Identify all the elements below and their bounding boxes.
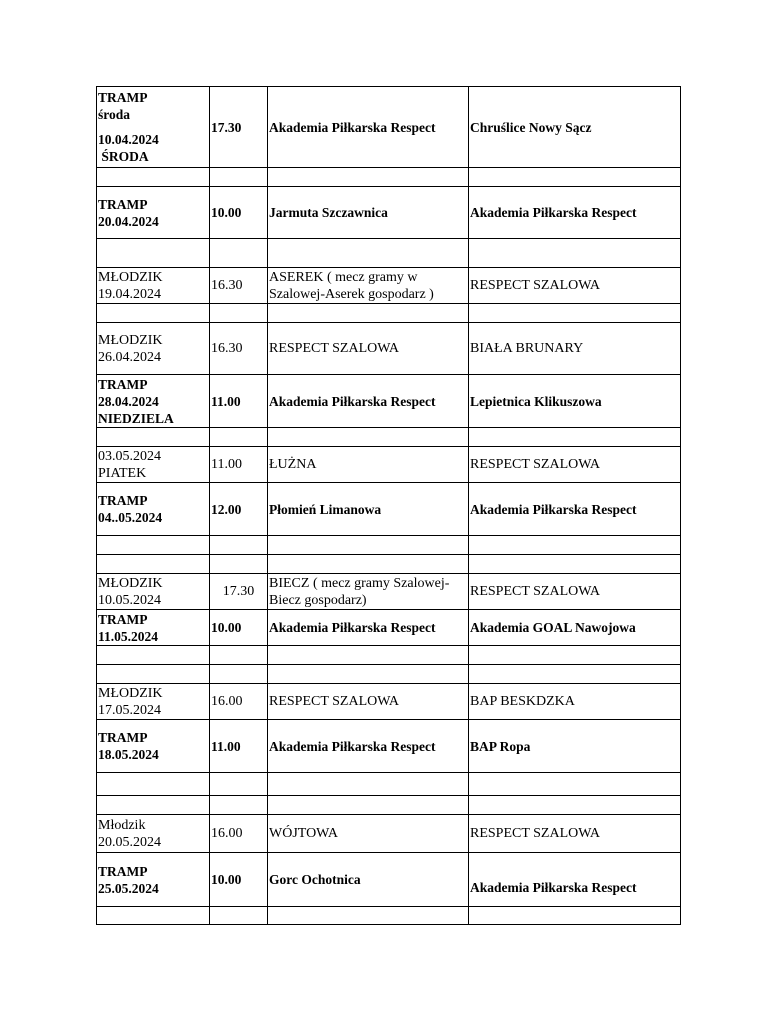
time-cell: 10.00 xyxy=(210,610,268,646)
match-row xyxy=(97,483,681,536)
category-label: TRAMP xyxy=(98,196,148,212)
category-date-cell xyxy=(97,323,210,375)
match-row xyxy=(97,187,681,239)
category-label: TRAMP xyxy=(98,730,148,745)
time-cell: 11.00 xyxy=(210,447,268,483)
time-cell: 16.30 xyxy=(210,323,268,375)
category-label: TRAMP xyxy=(98,493,148,508)
match-row xyxy=(97,574,681,610)
empty-row xyxy=(97,428,681,447)
match-row xyxy=(97,268,681,304)
category-label: MŁODZIK xyxy=(98,685,163,701)
match-row xyxy=(97,375,681,428)
away-team-cell: Akademia Piłkarska Respect xyxy=(469,853,681,907)
category-date-cell xyxy=(97,187,210,239)
time-cell: 11.00 xyxy=(210,720,268,773)
away-team-cell: Chruślice Nowy Sącz xyxy=(469,87,681,168)
weekday-label: PIATEK xyxy=(98,465,147,481)
category-label: TRAMP xyxy=(98,376,148,392)
empty-row xyxy=(97,646,681,665)
match-row xyxy=(97,853,681,907)
time-cell: 12.00 xyxy=(210,483,268,536)
date-label: 28.04.2024 xyxy=(98,393,159,409)
home-team-cell: RESPECT SZALOWA xyxy=(268,323,469,375)
time-cell: 17.30 xyxy=(210,574,268,610)
empty-row xyxy=(97,665,681,684)
home-team-cell: RESPECT SZALOWA xyxy=(268,684,469,720)
time-cell: 17.30 xyxy=(210,87,268,168)
date-label: 18.05.2024 xyxy=(98,747,159,762)
match-row xyxy=(97,447,681,483)
date-label: 26.04.2024 xyxy=(98,349,161,365)
category-date-cell xyxy=(97,87,210,168)
home-team-cell: ŁUŻNA xyxy=(268,447,469,483)
home-team-cell: Akademia Piłkarska Respect xyxy=(268,720,469,773)
category-label: MŁODZIK xyxy=(98,269,163,285)
date-label: 20.05.2024 xyxy=(98,834,161,850)
home-team-cell: Jarmuta Szczawnica xyxy=(268,187,469,239)
date-label: 10.04.2024 xyxy=(98,132,159,147)
time-cell: 16.00 xyxy=(210,684,268,720)
away-team-cell: Akademia Piłkarska Respect xyxy=(469,187,681,239)
time-cell: 16.30 xyxy=(210,268,268,304)
date-label: 10.05.2024 xyxy=(98,592,161,608)
away-team-cell: RESPECT SZALOWA xyxy=(469,574,681,610)
away-team-cell: Akademia GOAL Nawojowa xyxy=(469,610,681,646)
empty-row xyxy=(97,796,681,815)
home-team-cell: Gorc Ochotnica xyxy=(268,853,469,907)
category-label: TRAMP xyxy=(98,90,148,105)
category-date-cell xyxy=(97,447,210,483)
category-label: TRAMP xyxy=(98,611,148,627)
away-team-cell: BAP Ropa xyxy=(469,720,681,773)
away-team-cell: BAP BESKDZKA xyxy=(469,684,681,720)
date-label: 20.04.2024 xyxy=(98,213,159,229)
category-label: MŁODZIK xyxy=(98,332,163,348)
empty-row xyxy=(97,536,681,555)
match-row xyxy=(97,720,681,773)
home-team-cell: BIECZ ( mecz gramy Szalowej- Biecz gospodarz) xyxy=(268,574,469,610)
category-label: Młodzik xyxy=(98,817,146,833)
category-label: TRAMP xyxy=(98,863,148,879)
date-label: 03.05.2024 xyxy=(98,448,161,464)
date-label: 17.05.2024 xyxy=(98,702,161,718)
empty-row xyxy=(97,555,681,574)
time-cell: 10.00 xyxy=(210,187,268,239)
match-row xyxy=(97,610,681,646)
away-team-cell: Lepietnica Klikuszowa xyxy=(469,375,681,428)
away-team-cell: RESPECT SZALOWA xyxy=(469,268,681,304)
time-cell: 10.00 xyxy=(210,853,268,907)
empty-row xyxy=(97,304,681,323)
category-date-cell xyxy=(97,375,210,428)
date-label: 19.04.2024 xyxy=(98,286,161,302)
empty-row xyxy=(97,168,681,187)
category-date-cell xyxy=(97,574,210,610)
category-date-cell xyxy=(97,610,210,646)
weekday-label: środa xyxy=(98,107,131,122)
away-team-cell: RESPECT SZALOWA xyxy=(469,815,681,853)
home-team-cell: Akademia Piłkarska Respect xyxy=(268,87,469,168)
away-team-cell: Akademia Piłkarska Respect xyxy=(469,483,681,536)
category-date-cell xyxy=(97,720,210,773)
date-label: 04..05.2024 xyxy=(98,510,163,525)
away-team-cell: BIAŁA BRUNARY xyxy=(469,323,681,375)
category-label: MŁODZIK xyxy=(98,575,163,591)
empty-row xyxy=(97,907,681,925)
category-date-cell xyxy=(97,815,210,853)
weekday-label: ŚRODA xyxy=(98,149,149,164)
match-row xyxy=(97,815,681,853)
date-label: 25.05.2024 xyxy=(98,880,159,896)
category-date-cell xyxy=(97,853,210,907)
home-team-cell: ASEREK ( mecz gramy w Szalowej-Aserek gospodarz ) xyxy=(268,268,469,304)
time-cell: 11.00 xyxy=(210,375,268,428)
home-team-cell: Płomień Limanowa xyxy=(268,483,469,536)
away-team-cell: RESPECT SZALOWA xyxy=(469,447,681,483)
match-row xyxy=(97,87,681,168)
home-team-cell: Akademia Piłkarska Respect xyxy=(268,375,469,428)
time-cell: 16.00 xyxy=(210,815,268,853)
category-date-cell xyxy=(97,483,210,536)
home-team-cell: Akademia Piłkarska Respect xyxy=(268,610,469,646)
empty-row xyxy=(97,773,681,796)
match-row xyxy=(97,684,681,720)
match-schedule-table xyxy=(96,86,681,925)
empty-row xyxy=(97,239,681,268)
category-date-cell xyxy=(97,684,210,720)
weekday-label: NIEDZIELA xyxy=(98,410,174,426)
match-row xyxy=(97,323,681,375)
category-date-cell xyxy=(97,268,210,304)
date-label: 11.05.2024 xyxy=(98,628,159,644)
home-team-cell: WÓJTOWA xyxy=(268,815,469,853)
